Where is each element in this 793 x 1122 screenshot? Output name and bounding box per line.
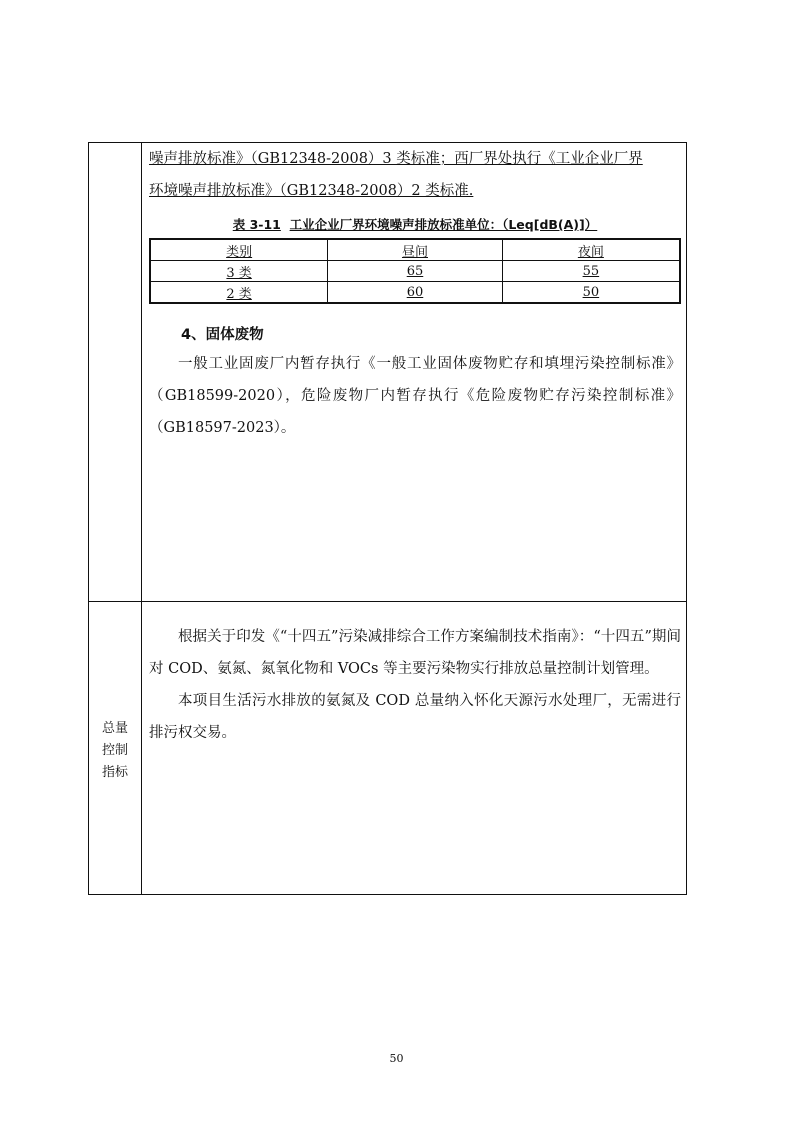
table-row <box>150 282 680 304</box>
side-label-line: 总量 <box>101 721 128 736</box>
row-divider <box>89 601 686 602</box>
solid-waste-paragraph: 一般工业固废厂内暂存执行《一般工业固体废物贮存和填埋污染控制标准》（GB18599-2020），危险废物厂内暂存执行《危险废物贮存污染控制标准》（GB18597-2023）。 <box>149 356 681 436</box>
total-control-label <box>89 718 141 784</box>
noise-limit-table <box>149 238 681 304</box>
side-label-line: 控制 <box>101 743 128 758</box>
cell-daytime: 60 <box>328 282 503 304</box>
table-caption <box>149 217 681 233</box>
cell-nighttime: 50 <box>502 282 680 304</box>
noise-standard-line-1: 噪声排放标准》（GB12348-2008）3 类标准；西厂界处执行《工业企业厂界 <box>149 151 643 167</box>
control-paragraph-1: 根据关于印发《“十四五”污染减排综合工作方案编制技术指南》：“十四五”期间对 COD、氨氮、氮氧化物和 VOCs 等主要污染物实行排放总量控制计划管理。 <box>149 629 681 677</box>
table-caption-number: 表 3-11 <box>232 217 281 232</box>
emission-standards-cell <box>149 143 681 444</box>
column-divider <box>141 143 142 894</box>
page-number: 50 <box>389 1052 404 1065</box>
total-control-cell <box>149 621 681 749</box>
cell-category: 2 类 <box>150 282 328 304</box>
noise-standard-line-2: 环境噪声排放标准》（GB12348-2008）2 类标准. <box>149 183 474 199</box>
standards-table-frame <box>88 142 687 895</box>
cell-daytime: 65 <box>328 261 503 282</box>
cell-category: 3 类 <box>150 261 328 282</box>
table-row <box>150 261 680 282</box>
table-caption-title: 工业企业厂界环境噪声排放标准单位：（Leq[dB(A)]） <box>289 217 598 232</box>
table-header-row <box>150 239 680 261</box>
solid-waste-heading: 4、固体废物 <box>181 327 264 343</box>
cell-nighttime: 55 <box>502 261 680 282</box>
side-label-line: 指标 <box>101 765 128 780</box>
header-daytime: 昼间 <box>328 239 503 261</box>
control-paragraph-2: 本项目生活污水排放的氨氮及 COD 总量纳入怀化天源污水处理厂，无需进行排污权交易。 <box>149 693 681 741</box>
header-nighttime: 夜间 <box>502 239 680 261</box>
header-category: 类别 <box>150 239 328 261</box>
